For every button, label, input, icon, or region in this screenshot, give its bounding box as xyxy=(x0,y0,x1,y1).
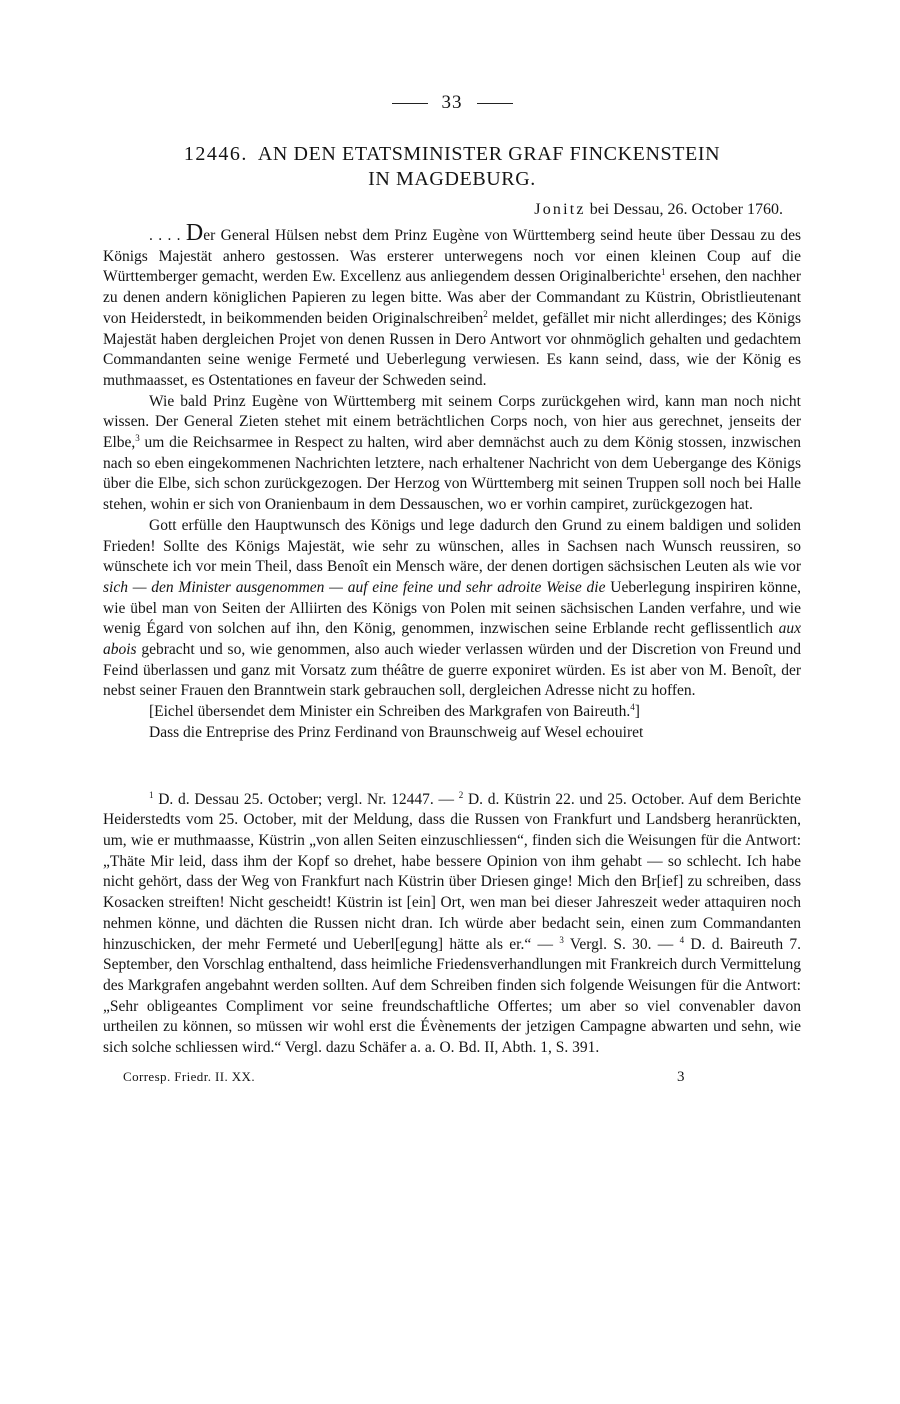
footnote-mark-3: 3 xyxy=(559,934,564,945)
letter-title-line-2: IN MAGDEBURG. xyxy=(368,168,536,190)
page-number-value: 33 xyxy=(441,92,463,113)
footnotes xyxy=(103,790,801,1059)
right-rule xyxy=(477,103,513,104)
page-footer xyxy=(103,1067,801,1087)
footnote-ref-1[interactable]: 1 xyxy=(661,267,666,278)
letter-body xyxy=(103,220,802,744)
footnote-ref-3[interactable]: 3 xyxy=(135,433,140,444)
document-page xyxy=(103,88,801,1087)
series-title: Corresp. Friedr. II. XX. xyxy=(123,1068,255,1084)
letter-number: 12446. xyxy=(183,143,248,165)
paragraph-4 xyxy=(103,702,801,723)
footnote-2-text: D. d. Küstrin 22. und 25. October. Auf dem Berichte Heiderstedts vom 25. October, mit der Meldung, dass die Russen von Frankfurt und Landsberg heranrückten, um, wie er muthmaasse, Küstrin „von allen Seiten einzuschliessen“, finden sich die Weisungen für die Antwort: „Thäte Mir leid, dass ihm der Kopf so drehet, habe bessere Opinion von ihm gehabt — so schlecht. Ich habe nicht gehört, dass der Weg von Frankfurt nach Küstrin über Driesen ginge! Mich den Br[ief] zu schreiben, dass Kosacken streiften! Nicht gescheidt! Küstrin ist [ein] Ort, wen man bei dieser Jahreszeit weder attaquiren noch nehmen könne, und dächten die Russen nicht dran. Ich würde aber bedacht sein, einen zum Commandanten hinzuschicken, der mehr Fermeté und Ueberl[egung] hätte als er.“ — xyxy=(103,790,802,953)
footnote-block xyxy=(103,790,801,1059)
paragraph-3-text-c: gebracht und so, wie genommen, also auch wieder verlassen würden und der Discretion von Freund und Feind überlassen und ganz mit Vorsatz zum théâtre de guerre exponiret würden. Es ist aber von M. Benoît, der nebst seiner Frauen den Branntwein stark gebrauchen soll, dergleichen Adresse nicht zu hoffen. xyxy=(103,641,801,700)
paragraph-5-text: Dass die Entreprise des Prinz Ferdinand von Braunschweig auf Wesel echouiret xyxy=(149,723,644,741)
paragraph-3-italic-1: sich — den Minister ausgenommen — auf eine feine und sehr adroite Weise die xyxy=(103,578,606,596)
paragraph-4-text-a: [Eichel übersendet dem Minister ein Schreiben des Markgrafen von Baireuth. xyxy=(149,703,631,721)
letter-title-line-1: AN DEN ETATSMINISTER GRAF FINCKENSTEIN xyxy=(257,143,721,165)
footnote-3-text: Vergl. S. 30. — xyxy=(569,935,674,953)
footnote-mark-2: 2 xyxy=(458,789,464,800)
paragraph-3 xyxy=(103,516,801,702)
paragraph-2-text-b: um die Reichsarmee in Respect zu halten, wird aber demnächst auch zu dem König stossen, inzwischen nach so eben eingekommenen Nachrichten letztere, nach erhaltener Nachricht von dem Uebergange des Königs über die Elbe, sich schon zurückgezogen. Der Herzog von Württemberg mit seinen Truppen soll noch bei Halle stehen, wohin er sich von Oranienbaum in dem Dessauschen, wo er vorhin campiret, zurückgezogen hat. xyxy=(103,434,801,514)
footnote-mark-1: 1 xyxy=(149,789,154,800)
ellipsis: . . . . xyxy=(149,227,181,244)
heading-line-1 xyxy=(103,142,801,167)
paragraph-1-text-c: meldet, gefället mir nicht allerdinges; des Königs Majestät haben dergleichen Projet von denen Russen in Dero Antwort vor ohnmöglich gehalten und gedachtem Commandanten seine wenige Fermeté und Ueberlegung verwiesen. Es kann seind, dass, wie der König es muthmaasset, es Ostentationes en faveur der Schweden seind. xyxy=(103,309,802,389)
footnote-ref-2[interactable]: 2 xyxy=(483,308,488,319)
paragraph-3-italic-2: aux abois xyxy=(103,620,802,659)
paragraph-2 xyxy=(103,392,801,516)
signature-mark: 3 xyxy=(677,1068,685,1085)
paragraph-1 xyxy=(103,220,802,392)
page-number xyxy=(103,88,801,118)
footnote-mark-4: 4 xyxy=(679,934,685,945)
paragraph-1-text-b: ersehen, den nachher zu denen andern königlichen Papieren zu legen bitte. Was aber der Commandant zu Küstrin, Obristlieutenant von Heiderstedt, in beikommenden beiden Originalschreiben xyxy=(103,268,801,327)
paragraph-2-text-a: Wie bald Prinz Eugène von Württemberg mit seinem Corps zurückgehen wird, kann man noch nicht wissen. Der General Zieten stehet mit einem beträchtlichen Corps noch, von hier aus gerechnet, jenseits der Elbe, xyxy=(103,392,801,452)
paragraph-4-text-b: ] xyxy=(634,703,640,721)
footnote-1-text: D. d. Dessau 25. October; vergl. Nr. 12447. — xyxy=(158,790,455,808)
footnote-ref-4[interactable]: 4 xyxy=(630,702,635,713)
initial-letter: D xyxy=(185,220,204,246)
dateline-date: bei Dessau, 26. October 1760. xyxy=(589,201,783,218)
paragraph-3-text-b: Ueberlegung inspiriren könne, wie übel man von Seiten der Alliirten des Königs von Polen mit seinen sächsischen Landen verfahre, und wie wenig Égard von solchen auf ihn, den König, genommen, inzwischen seine Erblande recht geflissentlich xyxy=(103,578,801,638)
paragraph-5 xyxy=(103,723,801,744)
left-rule xyxy=(392,103,428,104)
letter-heading xyxy=(103,142,801,192)
paragraph-3-text-a: Gott erfülle den Hauptwunsch des Königs und lege dadurch den Grund zu einem baldigen und soliden Frieden! Sollte des Königs Majestät, wie sehr zu wünschen, alles in Sachsen nach Wunsch reussiren, so wünschete ich vor mein Theil, dass Benoît ein Mensch wäre, der denen dortigen sächsischen Leuten als wie vor xyxy=(103,516,801,576)
footnote-4-text: D. d. Baireuth 7. September, den Vorschlag enthaltend, dass heimliche Friedensverhandlungen mit Frankreich durch Vermittelung des Markgrafen angebahnt werden sollten. Auf dem Schreiben finden sich folgende Weisungen für die Antwort: „Sehr obligeantes Compliment vor seine freundschaftliche Offertes; um aber so viel convenabler davon urtheilen zu können, so müssen wir wohl erst die Évènements der jetzigen Campagne abwarten und sehn, wie sich solche schliessen wird.“ Vergl. dazu Schäfer a. a. O. Bd. II, Abth. 1, S. 391. xyxy=(103,935,801,1057)
dateline-place: Jonitz xyxy=(534,201,586,218)
paragraph-1-text-a: er General Hülsen nebst dem Prinz Eugène von Württemberg seind heute über Dessau zu des Königs Majestät anhero gestossen. Was ersterer unterwegens noch vor einen kleinen Coup auf die Württemberger gemacht, werden Ew. Excellenz aus anliegendem dessen Originalberichte xyxy=(103,227,802,286)
dateline xyxy=(103,200,801,220)
